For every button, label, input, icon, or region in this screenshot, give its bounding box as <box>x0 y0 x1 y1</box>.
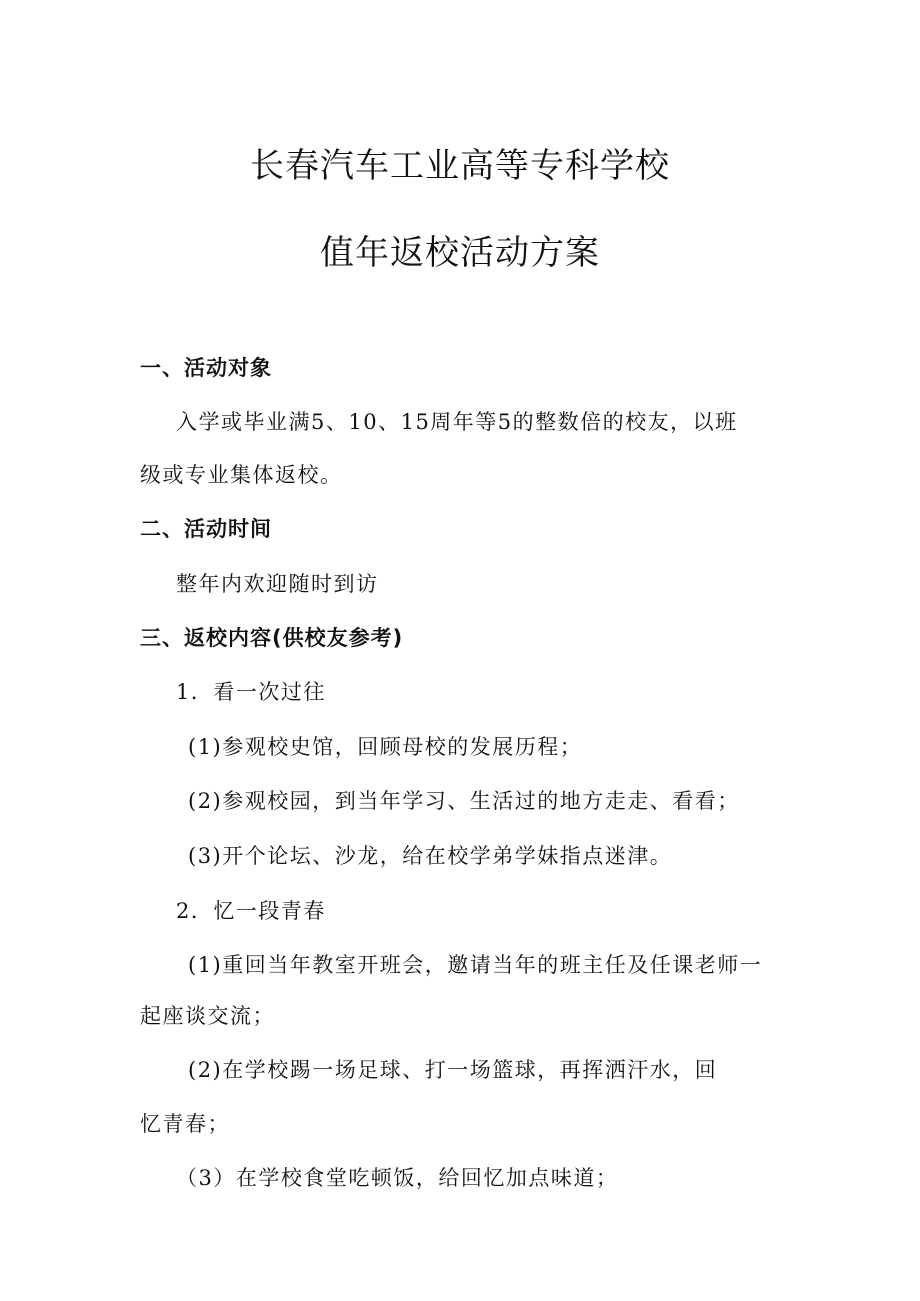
subsection2-item1-line2: 起座谈交流； <box>140 1004 275 1028</box>
subsection2-item3: （3）在学校食堂吃顿饭，给回忆加点味道； <box>176 1166 619 1190</box>
subsection1-item2: (2)参观校园，到当年学习、生活过的地方走走、看看； <box>188 789 740 813</box>
subsection2-item1-line1: (1)重回当年教室开班会，邀请当年的班主任及任课老师一 <box>188 953 763 977</box>
section3-heading: 三、返校内容(供校友参考) <box>140 626 404 650</box>
section2-heading: 二、活动时间 <box>140 517 272 541</box>
subsection1-item3: (3)开个论坛、沙龙，给在校学弟学妹指点迷津。 <box>188 844 673 868</box>
subsection2-item2-line1: (2)在学校踢一场足球、打一场篮球，再挥洒汗水，回 <box>188 1058 718 1082</box>
document-title-plan: 值年返校活动方案 <box>320 233 600 273</box>
subsection2-title: 2．忆一段青春 <box>176 899 326 923</box>
section2-paragraph: 整年内欢迎随时到访 <box>176 572 379 596</box>
section1-heading: 一、活动对象 <box>140 356 272 380</box>
document-title-school: 长春汽车工业高等专科学校 <box>250 146 670 186</box>
subsection1-item1: (1)参观校史馆，回顾母校的发展历程； <box>188 735 583 759</box>
section1-paragraph-line2: 级或专业集体返校。 <box>140 463 343 487</box>
section1-paragraph-line1: 入学或毕业满5、10、15周年等5的整数倍的校友，以班 <box>176 410 738 434</box>
subsection1-title: 1．看一次过往 <box>176 680 326 704</box>
subsection2-item2-line2: 忆青春； <box>140 1112 230 1136</box>
